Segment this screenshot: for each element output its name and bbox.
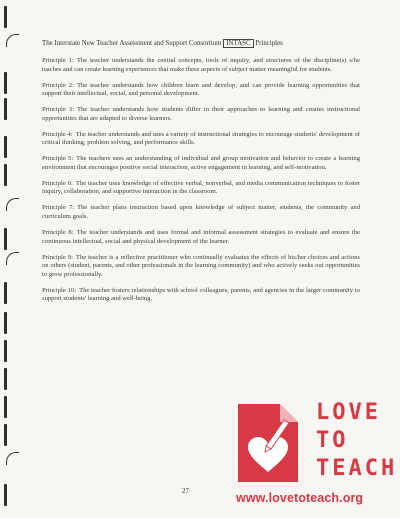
principle-label: Principle 9: bbox=[42, 253, 73, 261]
principle-text: The teacher understands and uses formal and informal assessment strategies to evaluate and ensure the continuous intellectual, social and physical development of the learner. bbox=[42, 229, 360, 245]
logo-word-teach: TEACH bbox=[316, 456, 398, 481]
principle-label: Principle 10: bbox=[42, 286, 77, 294]
principle-text: The teacher is a reflective practitioner who continually evaluates the effects of his/her choices and actions on others (student, parents, and other professionals in the learning community) and who actively seeks out opportunities to grow professionally. bbox=[42, 253, 360, 278]
binder-mark bbox=[4, 424, 7, 446]
principle-text: The teacher understands how children learn and develop, and can provide learning opportunities that support their intellectual, social, and personal development. bbox=[42, 81, 360, 98]
principle-text: The teachers uses an understanding of individual and group motivation and behavior to create a learning environment that encourages positive social interaction, active engagement in learning, and self-motivation. bbox=[42, 155, 360, 171]
binder-curl bbox=[6, 198, 19, 211]
logo-word-to: TO bbox=[316, 428, 349, 453]
principle-item bbox=[42, 57, 360, 74]
principle-label: Principle 1: bbox=[42, 57, 74, 64]
title-suffix: Principles bbox=[255, 40, 283, 47]
principles-list bbox=[42, 57, 360, 311]
page-title bbox=[42, 40, 283, 47]
principle-text: The teacher fosters relationships with school colleagues, parents, and agencies in the larger community to support students' learning and well-being. bbox=[42, 286, 360, 303]
principle-item bbox=[42, 229, 360, 246]
binder-mark bbox=[4, 228, 7, 250]
principle-item bbox=[42, 131, 360, 148]
title-acronym: INTASC bbox=[223, 39, 253, 48]
binder-curl bbox=[6, 34, 19, 47]
principle-text: The teacher understands the central concepts, tools of inquiry, and structures of the discipline(s) s/he teaches and can create learning experiences that make these aspects of subject matter meaningful for students. bbox=[42, 57, 360, 73]
principle-label: Principle 6: bbox=[42, 179, 73, 187]
binder-mark bbox=[4, 484, 7, 506]
principle-label: Principle 3: bbox=[42, 106, 75, 114]
logo-word-love: LOVE bbox=[316, 400, 381, 425]
principle-text: The teacher understands how students differ in their approaches to learning and creates instructional opportunities that are adapted to diverse learners. bbox=[42, 106, 360, 122]
principle-text: The teacher plans instruction based upon knowledge of subject matter, students, the community and curriculum goals. bbox=[42, 204, 360, 221]
principle-label: Principle 2: bbox=[42, 81, 74, 89]
binder-mark bbox=[4, 6, 7, 28]
principle-item bbox=[42, 155, 360, 172]
principle-text: The teacher uses knowledge of effective verbal, nonverbal, and media communication techniques to foster inquiry, collaboration, and supportive interaction in the classroom. bbox=[42, 179, 360, 196]
principle-item bbox=[42, 287, 360, 304]
binder-mark bbox=[4, 396, 7, 418]
principle-item bbox=[42, 204, 360, 221]
principle-text: The teacher understands and uses a variety of instructional strategies to encourage students' development of critical thinking, problem solving, and performance skills. bbox=[42, 130, 360, 147]
binder-mark bbox=[4, 368, 7, 390]
principle-item bbox=[42, 180, 360, 197]
principle-item bbox=[42, 82, 360, 99]
principle-label: Principle 4: bbox=[42, 130, 73, 138]
binder-mark bbox=[4, 312, 7, 334]
principle-label: Principle 7: bbox=[42, 204, 75, 212]
binder-curl bbox=[6, 252, 19, 265]
principle-label: Principle 8: bbox=[42, 229, 74, 237]
binder-mark bbox=[4, 98, 7, 120]
logo-url: www.lovetoteach.org bbox=[236, 491, 364, 505]
binder-mark bbox=[4, 340, 7, 362]
principle-item bbox=[42, 106, 360, 123]
binder-mark bbox=[4, 136, 7, 158]
page-number: 27 bbox=[182, 487, 189, 495]
binder-mark bbox=[4, 164, 7, 186]
binder-mark bbox=[4, 282, 7, 304]
title-text: The Interstate New Teacher Assessment and Support Consortium bbox=[42, 40, 222, 47]
principle-label: Principle 5: bbox=[42, 155, 74, 163]
binder-curl bbox=[6, 452, 19, 465]
binder-mark bbox=[4, 72, 7, 94]
principle-item bbox=[42, 254, 360, 280]
